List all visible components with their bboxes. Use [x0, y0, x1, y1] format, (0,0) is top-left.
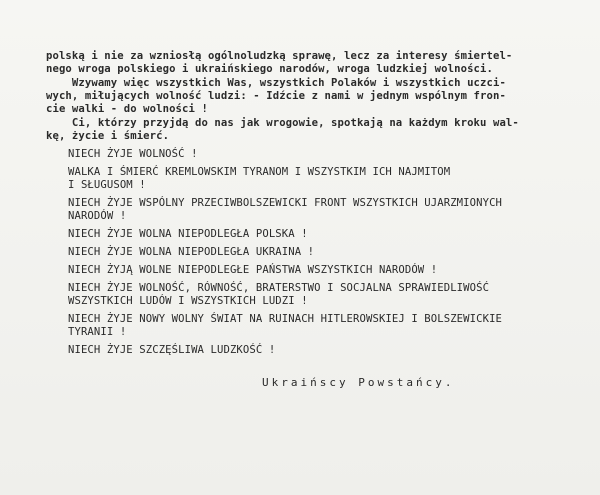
slogan-line: NIECH ŻYJĄ WOLNE NIEPODLEGŁE PAŃSTWA WSZYSTKICH NARODÓW ! — [68, 264, 438, 276]
slogan-line: I SŁUGUSOM ! — [68, 179, 146, 191]
paragraph-line: Ci, którzy przyjdą do nas jak wrogowie, spotkają na każdym kroku wal- — [46, 117, 519, 129]
slogan-line: TYRANII ! — [68, 326, 127, 338]
slogan-line: NARODÓW ! — [68, 210, 127, 222]
paragraph-line: polską i nie za wzniosłą ogólnoludzką sprawę, lecz za interesy śmiertel- — [46, 50, 513, 62]
slogan-line: NIECH ŻYJE NOWY WOLNY ŚWIAT NA RUINACH HITLEROWSKIEJ I BOLSZEWICKIE — [68, 313, 503, 325]
slogan-line: NIECH ŻYJE WOLNOŚĆ ! — [68, 148, 198, 160]
slogan-line: WSZYSTKICH LUDÓW I WSZYSTKICH LUDZI ! — [68, 295, 308, 307]
slogan-line: WALKA I ŚMIERĆ KREMLOWSKIM TYRANOM I WSZYSTKIM ICH NAJMITOM — [68, 166, 451, 178]
paragraph-line: cie walki - do wolności ! — [46, 103, 208, 115]
slogan-line: NIECH ŻYJE WOLNA NIEPODLEGŁA POLSKA ! — [68, 228, 308, 240]
slogan-line: NIECH ŻYJE WOLNOŚĆ, RÓWNOŚĆ, BRATERSTWO I SOCJALNA SPRAWIEDLIWOŚĆ — [68, 282, 490, 294]
signature: Ukraińscy Powstańcy. — [262, 376, 455, 389]
slogan-line: NIECH ŻYJE WOLNA NIEPODLEGŁA UKRAINA ! — [68, 246, 315, 258]
slogan-line: NIECH ŻYJE SZCZĘŚLIWA LUDZKOŚĆ ! — [68, 344, 276, 356]
paragraph-line: Wzywamy więc wszystkich Was, wszystkich Polaków i wszystkich uczci- — [46, 77, 506, 89]
paragraph-line: kę, życie i śmierć. — [46, 130, 170, 142]
paragraph-line: nego wroga polskiego i ukraińskiego narodów, wroga ludzkiej wolności. — [46, 63, 493, 75]
slogan-line: NIECH ŻYJE WSPÓLNY PRZECIWBOLSZEWICKI FRONT WSZYSTKICH UJARZMIONYCH — [68, 197, 503, 209]
paragraph-line: wych, miłujących wolność ludzi: - Idźcie z nami w jednym wspólnym fron- — [46, 90, 506, 102]
